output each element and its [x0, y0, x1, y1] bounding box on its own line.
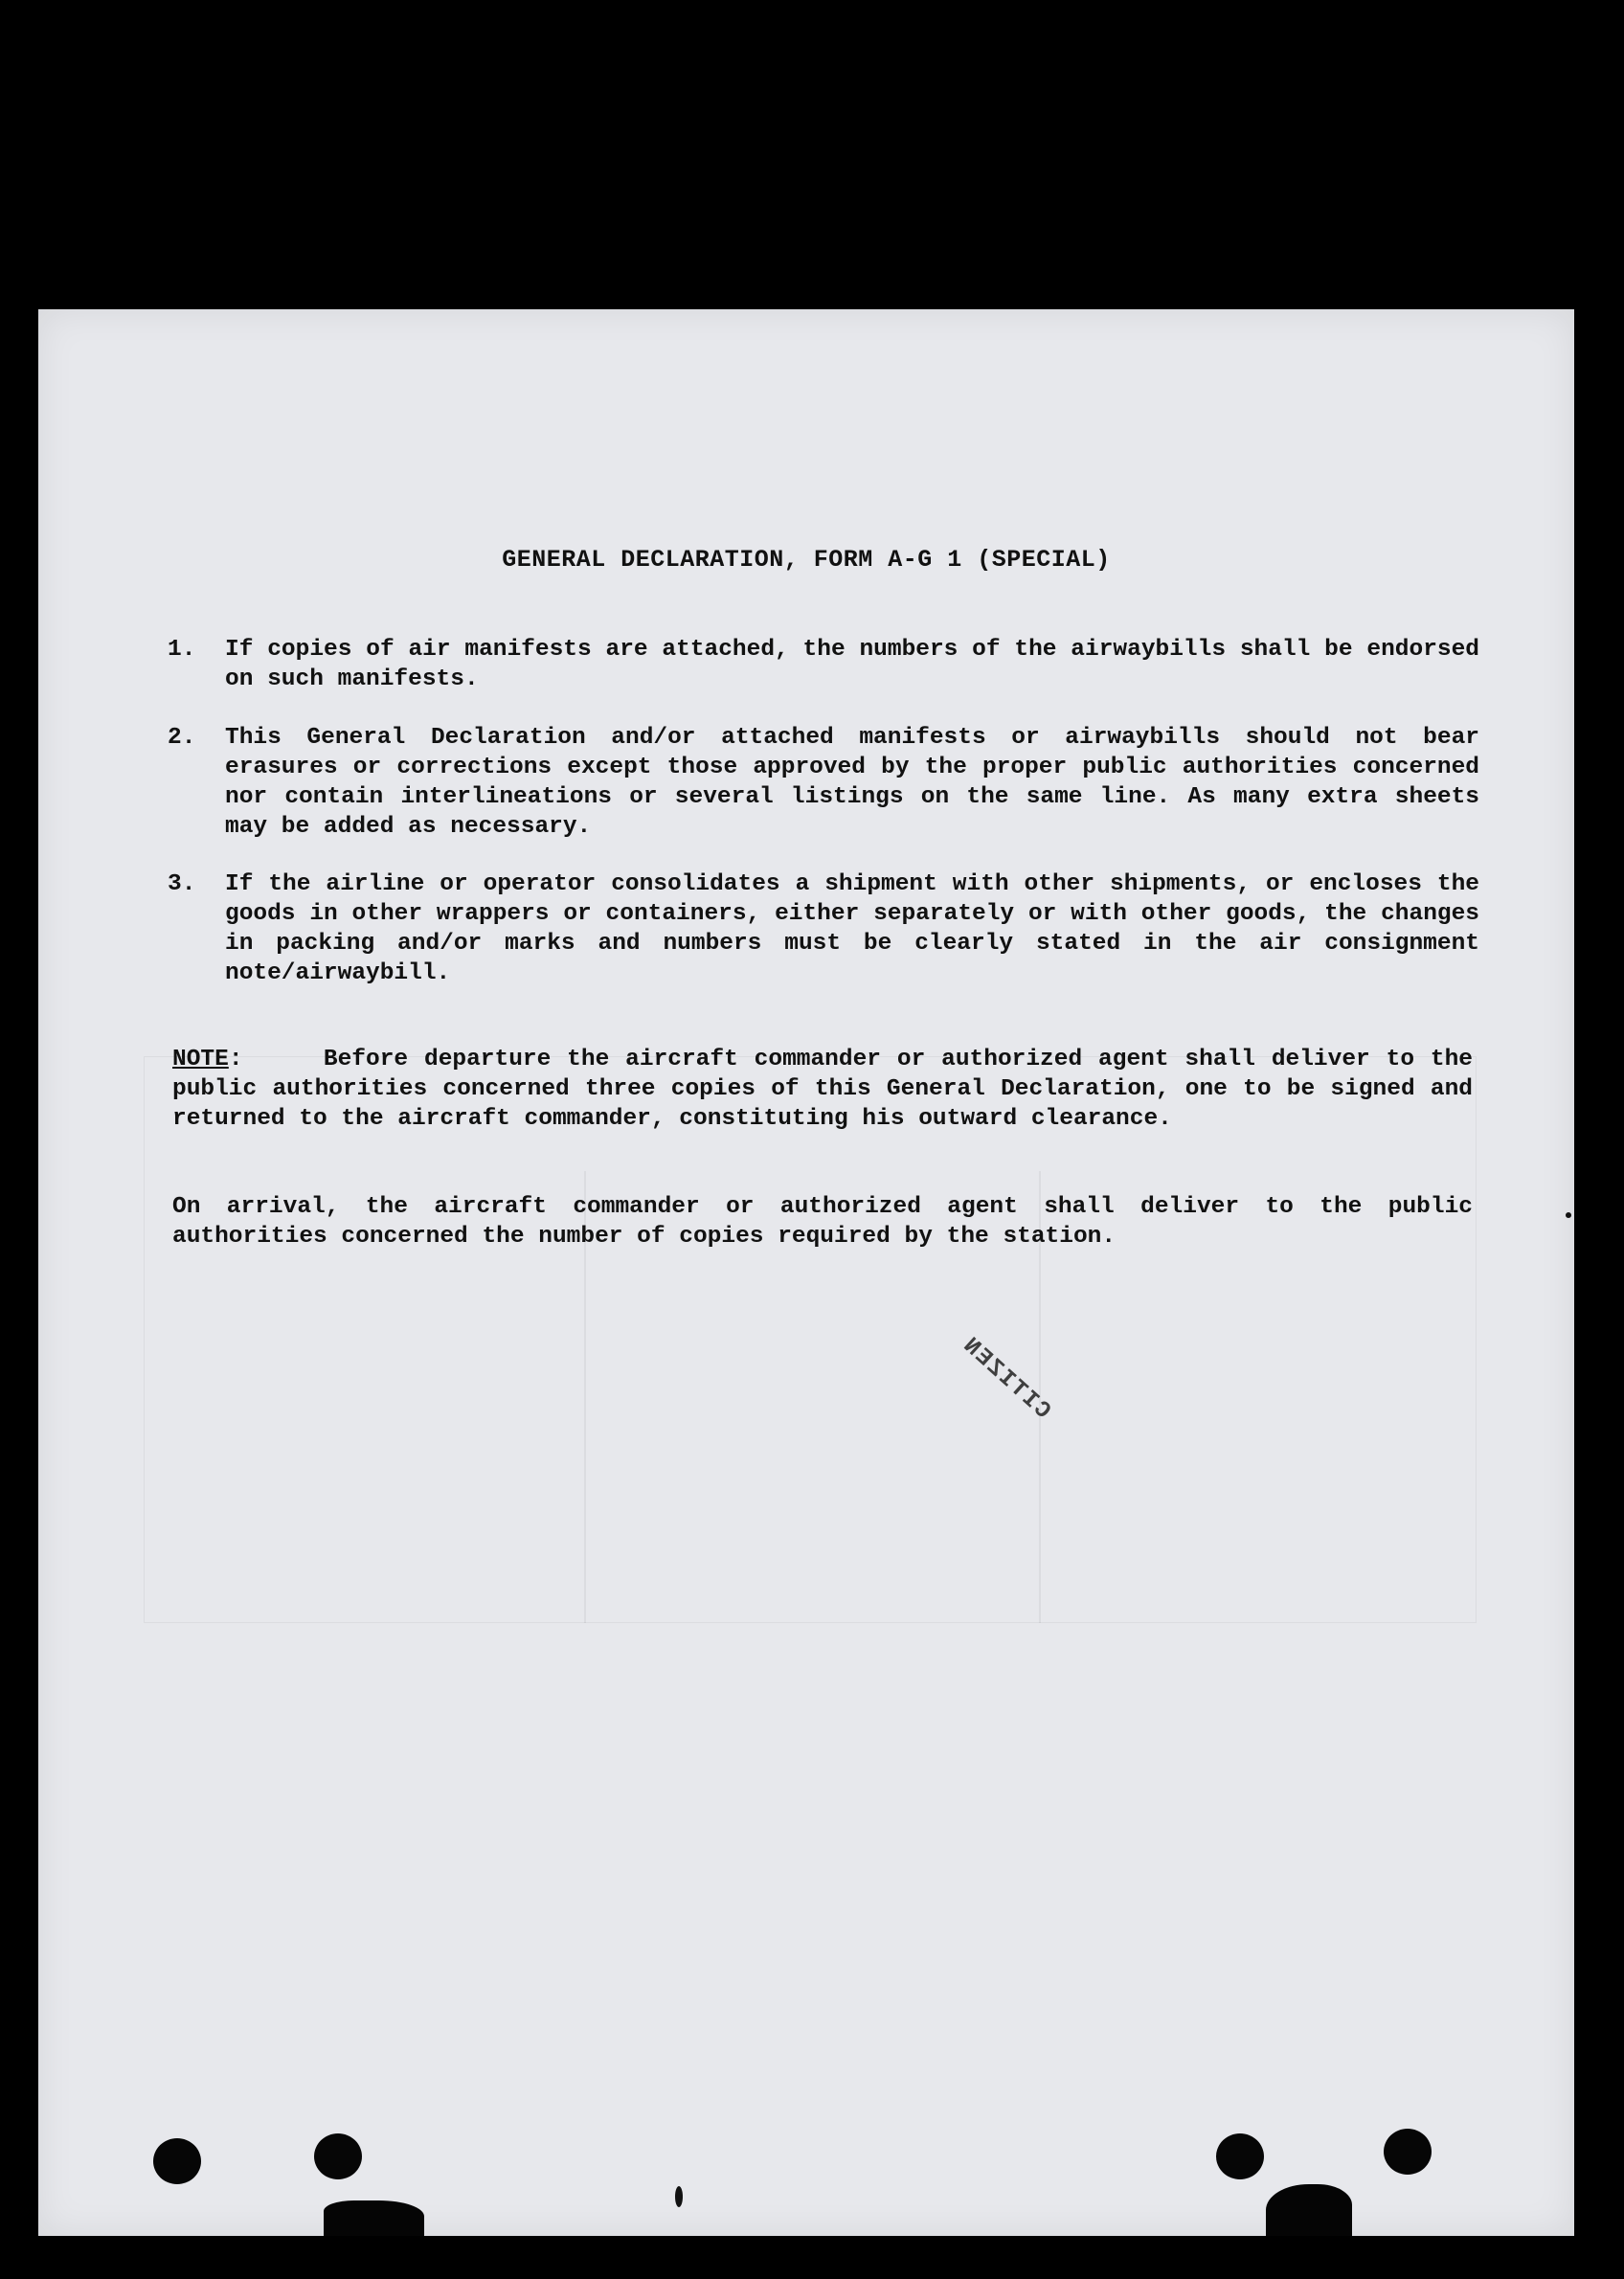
item-number: 1. [168, 637, 196, 663]
rubber-stamp: CITIZEN [956, 1332, 1055, 1426]
item-text: If the airline or operator consolidates a shipment with other shipments, or encloses the goods in other wrappers or containers, either separately or with other goods, the changes in packing and/or marks and numbers must be clearly stated in the air consignment note/airwaybill. [225, 871, 1479, 986]
ink-speck [675, 2186, 683, 2207]
torn-edge [1266, 2184, 1352, 2236]
punch-hole [153, 2138, 201, 2184]
note-label: NOTE [172, 1047, 229, 1072]
item-text: If copies of air manifests are attached, the numbers of the airwaybills shall be endorsed on such manifests. [225, 637, 1479, 692]
punch-hole [314, 2133, 362, 2179]
document-page [38, 309, 1574, 2236]
item-number: 2. [168, 725, 196, 751]
bleed-through-box [144, 1056, 1477, 1623]
document-title: GENERAL DECLARATION, FORM A-G 1 (SPECIAL) [502, 546, 1111, 574]
punch-hole [1384, 2129, 1432, 2175]
note-text: : Before departure the aircraft commander or authorized agent shall deliver to the public authorities concerned three copies of this General Declaration, one to be signed and returned to the aircraft commander, constituting his outward clearance. [172, 1047, 1487, 1132]
item-text: This General Declaration and/or attached manifests or airwaybills should not bear erasures or corrections except those approved by the proper public authorities concerned nor contain interlineations or several listings on the same line. As many extra sheets may be added as necessary. [225, 725, 1479, 840]
list-item [168, 869, 1479, 988]
list-item [168, 635, 1479, 694]
item-number: 3. [168, 871, 196, 897]
ink-speck [1566, 1212, 1571, 1218]
punch-hole [1216, 2133, 1264, 2179]
note-paragraph [172, 1045, 1487, 1134]
arrival-paragraph: On arrival, the aircraft commander or authorized agent shall deliver to the public authorities concerned the number of copies required by the station. [172, 1194, 1473, 1250]
list-item [168, 723, 1479, 842]
torn-edge [324, 2200, 424, 2236]
